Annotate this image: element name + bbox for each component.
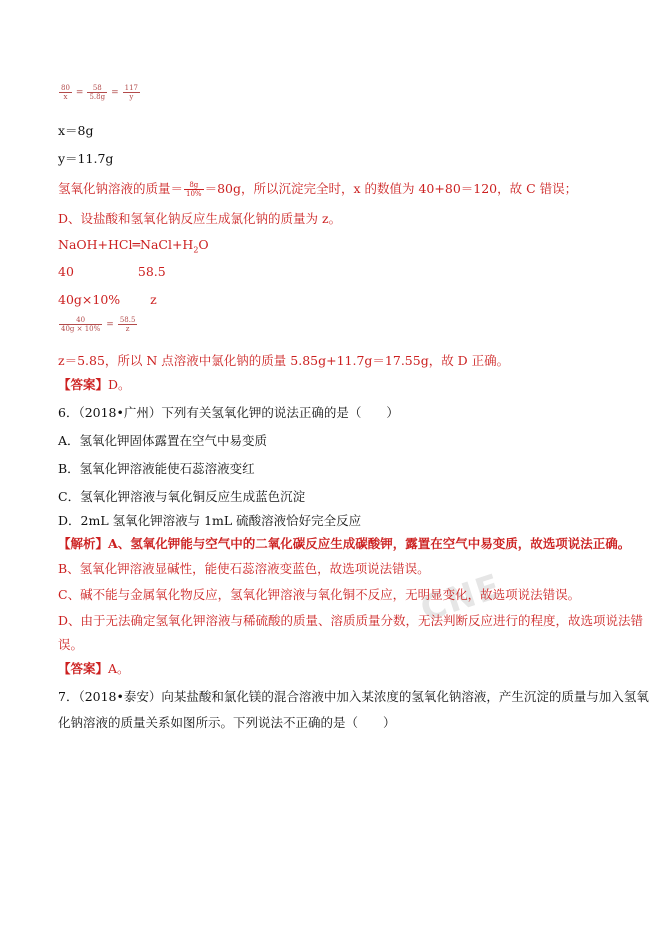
q6-analysis-d-cont: 误。 bbox=[58, 637, 84, 652]
step-d-intro: D、设盐酸和氢氧化钠反应生成氯化钠的质量为 z。 bbox=[58, 211, 342, 226]
result-x: x＝8g bbox=[58, 123, 94, 138]
q6-option-a: A．氢氧化钾固体露置在空气中易变质 bbox=[58, 433, 268, 448]
q6-stem: 6．（2018•广州）下列有关氢氧化钾的说法正确的是（ ） bbox=[58, 405, 399, 420]
fraction-80-over-x: $\frac{80}{x}$ bbox=[61, 84, 70, 101]
q6-option-c: C．氢氧化钾溶液与氧化铜反应生成蓝色沉淀 bbox=[58, 489, 306, 504]
fraction-117-over-y: $\frac{117}{y}$ bbox=[124, 84, 139, 101]
watermark: CNE bbox=[415, 566, 507, 630]
result-z: z＝5.85，所以 N 点溶液中氯化钠的质量 5.85g+11.7g＝17.55g，故 D 正确。 bbox=[58, 353, 510, 368]
q6-analysis-b: B、氢氧化钾溶液显碱性，能使石蕊溶液变蓝色，故选项说法错误。 bbox=[58, 561, 430, 576]
proportion-equation-1: $\frac{80}{x}$ = $\frac{58}{5.8g}$ = $\frac{117}{y}$ bbox=[61, 84, 139, 101]
given-mass-row: 40g×10% z bbox=[58, 292, 157, 307]
fraction-58-over-mass: $\frac{58}{5.8g}$ bbox=[89, 84, 106, 101]
q7-stem-line2: 化钠溶液的质量关系如图所示。下列说法不正确的是（ ） bbox=[58, 715, 396, 730]
q7-stem-line1: 7．（2018•泰安）向某盐酸和氯化镁的混合溶液中加入某浓度的氢氧化钠溶液，产生沉淀的质量与加入氢氧 bbox=[58, 689, 649, 704]
answer-q6: 【答案】A。 bbox=[58, 661, 130, 676]
q6-option-d: D．2mL 氢氧化钾溶液与 1mL 硫酸溶液恰好完全反应 bbox=[58, 513, 362, 528]
solution-mass-line: 氢氧化钠溶液的质量＝ $\frac{8g}{10\%}$ ＝80g，所以沉淀完全时，x 的数值为 40+80＝120，故 C 错误； bbox=[58, 181, 578, 198]
q6-analysis-c: C、碱不能与金属氧化物反应，氢氧化钾溶液与氧化铜不反应，无明显变化，故选项说法错误。 bbox=[58, 587, 581, 602]
q6-analysis-d: D、由于无法确定氢氧化钾溶液与稀硫酸的质量、溶质质量分数，无法判断反应进行的程度，故选项说法错 bbox=[58, 613, 644, 628]
fraction-40-over-given: $\frac{40}{40g \times 10\%}$ bbox=[61, 316, 101, 333]
result-y: y＝11.7g bbox=[58, 151, 114, 166]
q6-option-b: B．氢氧化钾溶液能使石蕊溶液变红 bbox=[58, 461, 255, 476]
chemical-equation: $NaOH+HCl═NaCl+H_2O$ bbox=[58, 237, 209, 255]
answer-q5: 【答案】D。 bbox=[58, 377, 131, 392]
proportion-equation-2: $\frac{40}{40g \times 10\%}$ = $\frac{58.5}{z}$ bbox=[61, 316, 136, 333]
molar-mass-row: 40 58.5 bbox=[58, 264, 166, 279]
fraction-8g-over-10pct: $\frac{8g}{10\%}$ bbox=[186, 181, 202, 198]
fraction-585-over-z: $\frac{58.5}{z}$ bbox=[119, 316, 136, 333]
q6-analysis-a: 【解析】A、氢氧化钾能与空气中的二氧化碳反应生成碳酸钾，露置在空气中易变质，故选项说法正确。 bbox=[58, 536, 631, 551]
